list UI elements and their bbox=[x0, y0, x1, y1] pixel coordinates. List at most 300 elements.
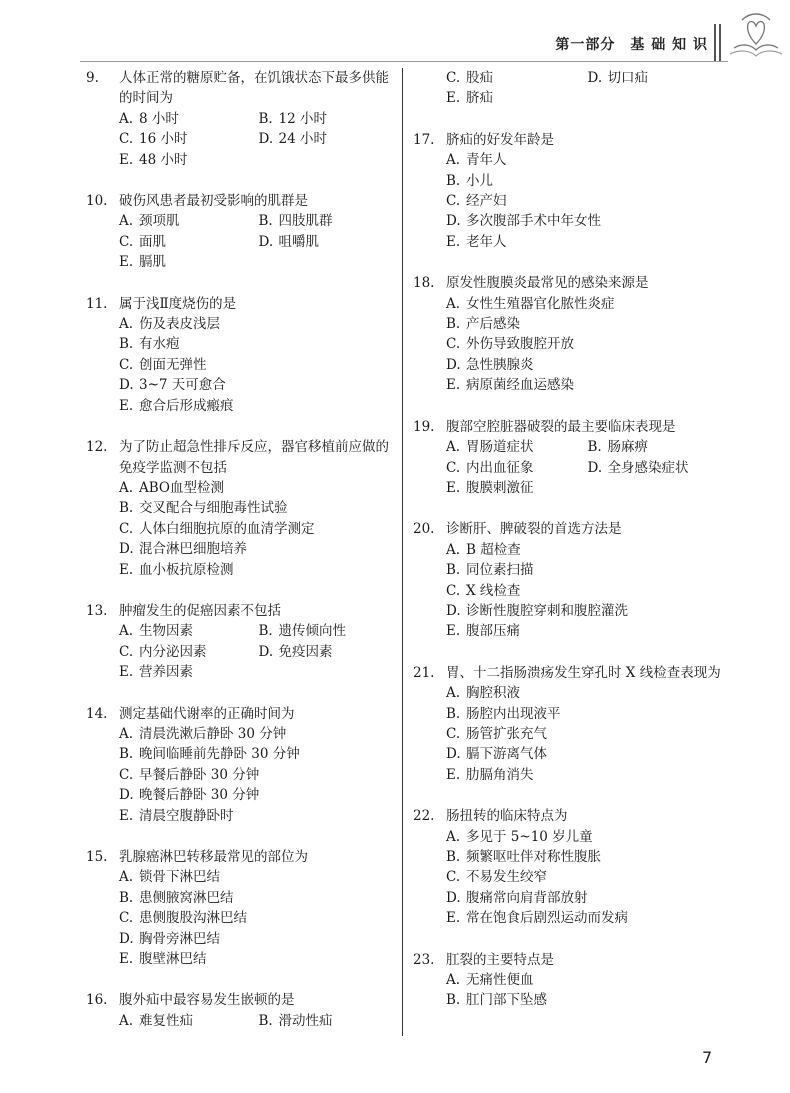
answer-option bbox=[119, 642, 259, 662]
option-text: 早餐后静卧 30 分钟 bbox=[139, 766, 260, 783]
section-title: 第一部分 基 础 知 识 bbox=[555, 37, 708, 53]
question-text: 腹外疝中最容易发生嵌顿的是 bbox=[119, 992, 295, 1009]
question-text: 人体正常的糖原贮备，在饥饿状态下最多供能的时间为 bbox=[119, 70, 389, 107]
answer-option bbox=[446, 601, 729, 621]
option-letter: E. bbox=[446, 90, 461, 107]
question-text: 诊断肝、脾破裂的首选方法是 bbox=[446, 521, 622, 538]
header-rule bbox=[80, 61, 728, 62]
answer-option bbox=[119, 560, 398, 580]
right-column bbox=[413, 68, 729, 1032]
option-list bbox=[86, 478, 398, 580]
header-bars bbox=[714, 24, 728, 62]
question-text: 肠扭转的临床特点为 bbox=[446, 808, 568, 825]
question-text: 肿瘤发生的促癌因素不包括 bbox=[119, 602, 281, 619]
answer-option bbox=[446, 150, 729, 170]
option-letter: E. bbox=[446, 233, 461, 250]
option-list bbox=[86, 314, 398, 416]
option-letter: C. bbox=[446, 725, 461, 742]
option-text: 股疝 bbox=[466, 70, 493, 86]
answer-option bbox=[446, 171, 729, 191]
option-letter: C. bbox=[119, 643, 134, 660]
answer-option bbox=[119, 949, 398, 969]
question-block bbox=[413, 806, 729, 928]
option-letter: D. bbox=[446, 213, 461, 230]
question-block bbox=[86, 704, 398, 826]
option-letter: B. bbox=[446, 562, 461, 579]
option-letter: C. bbox=[446, 582, 461, 599]
option-text: 患侧腋窝淋巴结 bbox=[139, 889, 234, 906]
book-logo-icon bbox=[728, 10, 784, 60]
question-number: 20. bbox=[413, 521, 435, 538]
question-number: 14. bbox=[86, 705, 108, 722]
option-list bbox=[86, 109, 398, 170]
question-block bbox=[86, 990, 398, 1031]
option-letter: D. bbox=[587, 70, 603, 86]
answer-option bbox=[259, 642, 399, 662]
question-block bbox=[413, 950, 729, 1011]
question-number: 16. bbox=[86, 992, 108, 1009]
option-text: 全身感染症状 bbox=[607, 459, 689, 476]
question-number: 19. bbox=[413, 418, 435, 435]
answer-option bbox=[119, 785, 398, 805]
option-letter: D. bbox=[119, 930, 134, 947]
answer-option bbox=[119, 109, 259, 129]
option-text: 生物因素 bbox=[139, 623, 193, 640]
answer-option bbox=[446, 867, 729, 887]
question-number: 9. bbox=[86, 70, 99, 86]
option-text: 膈下游离气体 bbox=[466, 746, 547, 763]
option-letter: C. bbox=[446, 336, 461, 353]
question-block bbox=[86, 191, 398, 273]
option-letter: C. bbox=[119, 520, 134, 537]
question-block bbox=[413, 68, 729, 109]
question-block bbox=[413, 663, 729, 785]
answer-option bbox=[119, 744, 398, 764]
option-letter: A. bbox=[446, 152, 461, 169]
answer-option bbox=[119, 314, 398, 334]
left-column bbox=[86, 68, 398, 1052]
answer-option bbox=[119, 867, 398, 887]
question-block bbox=[86, 847, 398, 969]
answer-option bbox=[119, 908, 398, 928]
option-text: 肋膈角消失 bbox=[466, 766, 534, 783]
option-text: 女性生殖器官化脓性炎症 bbox=[466, 295, 615, 312]
option-text: 经产妇 bbox=[466, 193, 507, 210]
question-stem bbox=[86, 990, 398, 1010]
answer-option bbox=[446, 765, 729, 785]
option-text: 胸腔积液 bbox=[466, 685, 520, 702]
answer-option bbox=[446, 314, 729, 334]
answer-option bbox=[119, 1011, 259, 1031]
option-text: 肠管扩张充气 bbox=[466, 725, 547, 742]
option-letter: A. bbox=[446, 828, 461, 845]
answer-option bbox=[119, 724, 398, 744]
question-block bbox=[413, 519, 729, 641]
page-header bbox=[0, 0, 790, 62]
option-text: 有水疱 bbox=[139, 336, 180, 353]
question-stem bbox=[86, 704, 398, 724]
option-text: 同位素扫描 bbox=[466, 562, 534, 579]
option-text: 腹部压痛 bbox=[466, 623, 520, 640]
option-list bbox=[413, 68, 729, 109]
option-letter: A. bbox=[119, 316, 134, 333]
option-text: 8 小时 bbox=[139, 110, 179, 127]
option-letter: C. bbox=[446, 193, 461, 210]
option-text: 产后感染 bbox=[466, 316, 520, 333]
answer-option bbox=[119, 478, 398, 498]
option-letter: D. bbox=[446, 746, 461, 763]
answer-option bbox=[446, 888, 729, 908]
answer-option bbox=[119, 498, 398, 518]
option-text: 胸骨旁淋巴结 bbox=[139, 930, 220, 947]
option-text: 锁骨下淋巴结 bbox=[139, 869, 220, 886]
option-letter: B. bbox=[119, 746, 134, 763]
question-number: 23. bbox=[413, 951, 435, 968]
question-text: 脐疝的好发年龄是 bbox=[446, 131, 554, 148]
option-text: 人体白细胞抗原的血清学测定 bbox=[139, 520, 315, 537]
answer-option bbox=[446, 724, 729, 744]
question-number: 10. bbox=[86, 193, 108, 210]
question-stem bbox=[413, 273, 729, 293]
column-divider bbox=[402, 68, 403, 1036]
answer-option bbox=[119, 929, 398, 949]
option-text: 外伤导致腹腔开放 bbox=[466, 336, 574, 353]
answer-option bbox=[446, 704, 729, 724]
option-letter: B. bbox=[258, 213, 273, 230]
option-text: 咀嚼肌 bbox=[278, 233, 319, 250]
option-letter: E. bbox=[119, 151, 134, 168]
option-text: 颈项肌 bbox=[139, 213, 180, 230]
option-text: 16 小时 bbox=[139, 131, 188, 148]
answer-option bbox=[588, 437, 730, 457]
answer-option bbox=[446, 581, 729, 601]
question-text: 肛裂的主要特点是 bbox=[446, 951, 554, 968]
answer-option bbox=[446, 827, 729, 847]
option-letter: A. bbox=[119, 869, 134, 886]
option-letter: B. bbox=[119, 889, 134, 906]
option-letter: A. bbox=[119, 623, 134, 640]
question-text: 测定基础代谢率的正确时间为 bbox=[119, 705, 295, 722]
option-letter: C. bbox=[119, 131, 134, 148]
option-letter: E. bbox=[119, 951, 134, 968]
option-text: 免疫因素 bbox=[278, 643, 333, 660]
option-text: 交叉配合与细胞毒性试验 bbox=[139, 500, 288, 517]
option-letter: E. bbox=[119, 397, 134, 414]
question-stem bbox=[413, 519, 729, 539]
option-text: 肠腔内出现液平 bbox=[466, 705, 561, 722]
option-text: 3~7 天可愈合 bbox=[139, 377, 226, 394]
answer-option bbox=[119, 539, 398, 559]
option-letter: A. bbox=[119, 479, 134, 496]
option-letter: E. bbox=[446, 766, 461, 783]
answer-option bbox=[588, 68, 730, 88]
question-text: 原发性腹膜炎最常见的感染来源是 bbox=[446, 275, 649, 292]
option-letter: B. bbox=[446, 992, 461, 1009]
option-letter: A. bbox=[446, 541, 461, 558]
option-text: 肛门部下坠感 bbox=[466, 992, 547, 1009]
option-letter: D. bbox=[258, 643, 274, 660]
answer-option bbox=[119, 519, 398, 539]
option-letter: A. bbox=[119, 213, 134, 230]
question-stem bbox=[413, 130, 729, 150]
answer-option bbox=[119, 232, 259, 252]
option-letter: D. bbox=[446, 889, 461, 906]
option-text: 清晨空腹静卧时 bbox=[139, 807, 234, 824]
answer-option bbox=[119, 621, 259, 641]
option-text: 无痛性便血 bbox=[466, 972, 534, 989]
answer-option bbox=[259, 621, 399, 641]
option-text: 清晨洗漱后静卧 30 分钟 bbox=[139, 725, 287, 742]
option-letter: E. bbox=[119, 807, 134, 824]
question-stem bbox=[86, 601, 398, 621]
option-letter: C. bbox=[119, 233, 134, 250]
option-text: 胃肠道症状 bbox=[466, 439, 534, 456]
question-stem bbox=[413, 806, 729, 826]
option-text: 急性胰腺炎 bbox=[466, 356, 534, 373]
answer-option bbox=[446, 908, 729, 928]
question-number: 13. bbox=[86, 602, 108, 619]
answer-option bbox=[119, 765, 398, 785]
answer-option bbox=[119, 662, 259, 682]
option-letter: D. bbox=[119, 541, 134, 558]
option-letter: A. bbox=[119, 110, 134, 127]
option-text: 伤及表皮浅层 bbox=[139, 316, 220, 333]
option-letter: E. bbox=[446, 910, 461, 927]
option-text: 晚间临睡前先静卧 30 分钟 bbox=[139, 746, 300, 763]
option-letter: D. bbox=[446, 602, 461, 619]
option-text: 混合淋巴细胞培养 bbox=[139, 541, 247, 558]
question-number: 22. bbox=[413, 808, 435, 825]
option-letter: A. bbox=[119, 1012, 134, 1029]
answer-option bbox=[446, 191, 729, 211]
option-letter: E. bbox=[446, 623, 461, 640]
option-letter: D. bbox=[119, 377, 134, 394]
question-text: 乳腺癌淋巴转移最常见的部位为 bbox=[119, 849, 308, 865]
option-text: 面肌 bbox=[139, 233, 166, 250]
option-text: 遗传倾向性 bbox=[278, 623, 346, 640]
option-letter: E. bbox=[446, 479, 461, 496]
option-text: 腹膜刺激征 bbox=[466, 479, 534, 496]
option-list bbox=[86, 621, 398, 682]
option-text: 膈肌 bbox=[139, 254, 166, 271]
question-stem bbox=[413, 417, 729, 437]
question-block bbox=[413, 273, 729, 395]
answer-option bbox=[446, 970, 729, 990]
option-letter: D. bbox=[119, 787, 134, 804]
answer-option bbox=[119, 211, 259, 231]
option-text: 滑动性疝 bbox=[278, 1012, 333, 1029]
option-text: 常在饱食后剧烈运动而发病 bbox=[466, 910, 628, 927]
answer-option bbox=[119, 334, 398, 354]
option-letter: C. bbox=[446, 70, 461, 86]
question-number: 18. bbox=[413, 275, 435, 292]
option-letter: A. bbox=[446, 685, 461, 702]
answer-option bbox=[446, 990, 729, 1010]
option-text: 营养因素 bbox=[139, 664, 193, 681]
answer-option bbox=[259, 129, 399, 149]
option-list bbox=[413, 150, 729, 252]
answer-option bbox=[446, 458, 588, 478]
question-number: 15. bbox=[86, 849, 108, 865]
question-text: 腹部空腔脏器破裂的最主要临床表现是 bbox=[446, 418, 676, 435]
answer-option bbox=[119, 150, 259, 170]
option-text: 腹痛常向肩背部放射 bbox=[466, 889, 588, 906]
option-list bbox=[86, 1011, 398, 1031]
question-text: 属于浅Ⅱ度烧伤的是 bbox=[119, 295, 237, 312]
answer-option bbox=[446, 294, 729, 314]
question-block bbox=[86, 601, 398, 683]
option-letter: B. bbox=[446, 316, 461, 333]
question-text: 为了防止超急性排斥反应，器官移植前应做的免疫学监测不包括 bbox=[119, 439, 389, 476]
option-letter: D. bbox=[258, 233, 274, 250]
option-text: 四肢肌群 bbox=[278, 213, 333, 230]
option-letter: A. bbox=[446, 439, 461, 456]
option-letter: D. bbox=[446, 356, 461, 373]
question-block bbox=[86, 294, 398, 416]
question-block bbox=[86, 437, 398, 580]
option-text: ABO血型检测 bbox=[139, 479, 224, 496]
option-text: 难复性疝 bbox=[139, 1012, 193, 1029]
answer-option bbox=[119, 129, 259, 149]
option-list bbox=[413, 683, 729, 785]
answer-option bbox=[119, 806, 398, 826]
answer-option bbox=[446, 478, 588, 498]
option-letter: C. bbox=[119, 910, 134, 927]
question-number: 11. bbox=[86, 295, 108, 312]
option-letter: C. bbox=[119, 766, 134, 783]
question-number: 21. bbox=[413, 664, 435, 681]
question-stem bbox=[86, 847, 398, 867]
answer-option bbox=[446, 375, 729, 395]
option-letter: A. bbox=[446, 295, 461, 312]
question-stem bbox=[86, 437, 398, 478]
option-text: X 线检查 bbox=[466, 582, 521, 599]
option-text: 切口疝 bbox=[607, 70, 648, 86]
question-stem bbox=[413, 950, 729, 970]
option-letter: E. bbox=[119, 664, 134, 681]
answer-option bbox=[259, 211, 399, 231]
option-letter: A. bbox=[119, 725, 134, 742]
answer-option bbox=[119, 252, 259, 272]
option-letter: E. bbox=[119, 254, 134, 271]
question-block bbox=[413, 417, 729, 499]
question-stem bbox=[86, 191, 398, 211]
answer-option bbox=[446, 211, 729, 231]
answer-option bbox=[588, 458, 730, 478]
option-letter: B. bbox=[258, 623, 273, 640]
question-stem bbox=[413, 663, 729, 683]
answer-option bbox=[119, 355, 398, 375]
answer-option bbox=[446, 744, 729, 764]
option-text: B 超检查 bbox=[466, 541, 521, 558]
option-list bbox=[413, 294, 729, 396]
option-letter: E. bbox=[119, 561, 134, 578]
option-text: 腹壁淋巴结 bbox=[139, 951, 207, 968]
option-text: 24 小时 bbox=[278, 131, 327, 148]
option-letter: D. bbox=[587, 459, 603, 476]
answer-option bbox=[446, 232, 729, 252]
question-text: 胃、十二指肠溃疡发生穿孔时 X 线检查表现为 bbox=[446, 664, 721, 681]
option-letter: B. bbox=[119, 500, 134, 517]
option-text: 内出血征象 bbox=[466, 459, 534, 476]
question-stem bbox=[86, 294, 398, 314]
option-letter: D. bbox=[258, 131, 274, 148]
option-text: 12 小时 bbox=[278, 110, 327, 127]
option-letter: B. bbox=[446, 849, 461, 865]
question-block bbox=[413, 130, 729, 252]
option-text: 多见于 5~10 岁儿童 bbox=[466, 828, 593, 845]
option-letter: A. bbox=[446, 972, 461, 989]
answer-option bbox=[446, 560, 729, 580]
option-list bbox=[413, 970, 729, 1011]
option-text: 多次腹部手术中年女性 bbox=[466, 213, 601, 230]
answer-option bbox=[446, 683, 729, 703]
answer-option bbox=[119, 888, 398, 908]
answer-option bbox=[446, 437, 588, 457]
answer-option bbox=[446, 355, 729, 375]
answer-option bbox=[446, 88, 588, 108]
option-text: 小儿 bbox=[466, 172, 493, 189]
answer-option bbox=[119, 375, 398, 395]
answer-option bbox=[119, 396, 398, 416]
option-text: 晚餐后静卧 30 分钟 bbox=[139, 787, 260, 804]
answer-option bbox=[446, 540, 729, 560]
option-list bbox=[86, 724, 398, 826]
option-text: 48 小时 bbox=[139, 151, 188, 168]
option-letter: C. bbox=[119, 356, 134, 373]
option-letter: B. bbox=[587, 439, 602, 456]
option-text: 患侧腹股沟淋巴结 bbox=[139, 910, 247, 927]
option-text: 青年人 bbox=[466, 152, 507, 169]
answer-option bbox=[446, 334, 729, 354]
question-text: 破伤风患者最初受影响的肌群是 bbox=[119, 193, 308, 210]
question-number: 17. bbox=[413, 131, 435, 148]
page-number: 7 bbox=[702, 1048, 713, 1067]
question-number: 12. bbox=[86, 439, 108, 456]
option-text: 愈合后形成瘢痕 bbox=[139, 397, 234, 414]
option-text: 创面无弹性 bbox=[139, 356, 207, 373]
answer-option bbox=[446, 847, 729, 867]
option-letter: C. bbox=[446, 869, 461, 886]
option-text: 老年人 bbox=[466, 233, 507, 250]
option-letter: B. bbox=[258, 110, 273, 127]
option-text: 病原菌经血运感染 bbox=[466, 377, 574, 394]
answer-option bbox=[446, 621, 729, 641]
question-block bbox=[86, 68, 398, 170]
answer-option bbox=[259, 1011, 399, 1031]
answer-option bbox=[259, 232, 399, 252]
option-list bbox=[86, 867, 398, 969]
option-letter: B. bbox=[119, 336, 134, 353]
question-stem bbox=[86, 68, 398, 109]
option-list bbox=[413, 540, 729, 642]
option-list bbox=[86, 211, 398, 272]
answer-option bbox=[446, 68, 588, 88]
option-text: 血小板抗原检测 bbox=[139, 561, 234, 578]
option-text: 肠麻痹 bbox=[607, 439, 648, 456]
option-letter: B. bbox=[446, 172, 461, 189]
option-text: 不易发生绞窄 bbox=[466, 869, 547, 886]
option-letter: E. bbox=[446, 377, 461, 394]
option-list bbox=[413, 437, 729, 498]
option-text: 频繁呕吐伴对称性腹胀 bbox=[466, 849, 601, 865]
answer-option bbox=[259, 109, 399, 129]
option-letter: C. bbox=[446, 459, 461, 476]
option-text: 诊断性腹腔穿刺和腹腔灌洗 bbox=[466, 602, 628, 619]
option-text: 脐疝 bbox=[466, 90, 493, 107]
option-text: 内分泌因素 bbox=[139, 643, 207, 660]
option-list bbox=[413, 827, 729, 929]
